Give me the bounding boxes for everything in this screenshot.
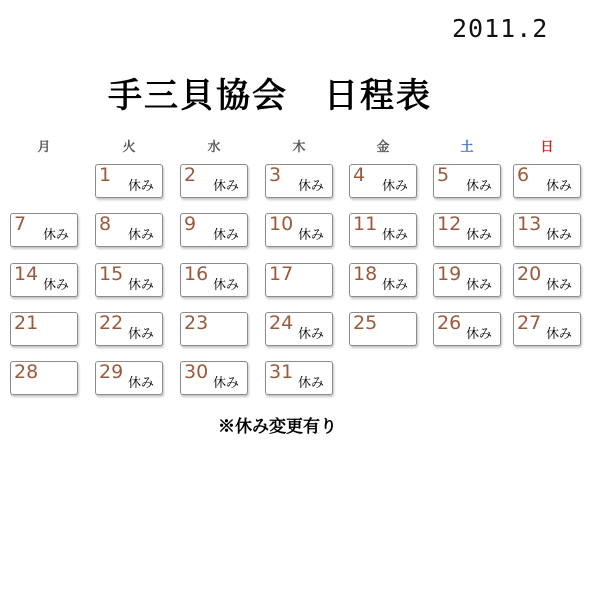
day-cell <box>10 312 78 346</box>
day-number: 3 <box>269 164 282 186</box>
day-status: 休み <box>465 228 492 243</box>
day-status: 休み <box>212 228 239 243</box>
day-status: 休み <box>545 179 572 194</box>
day-number: 21 <box>14 312 39 334</box>
day-status: 休み <box>212 278 239 293</box>
day-cell <box>349 164 417 198</box>
day-number: 25 <box>353 312 378 334</box>
day-status: 休み <box>465 327 492 342</box>
day-cell <box>95 213 163 247</box>
day-number: 9 <box>184 213 197 235</box>
day-cell <box>95 263 163 297</box>
day-status: 休み <box>127 278 154 293</box>
weekday-label: 土 <box>460 140 474 155</box>
day-cell <box>349 312 417 346</box>
calendar-period: 2011.2 <box>452 14 549 43</box>
day-number: 15 <box>99 263 124 285</box>
day-cell <box>95 361 163 395</box>
day-cell <box>10 263 78 297</box>
weekday-label: 水 <box>207 140 221 155</box>
day-cell <box>180 164 248 198</box>
day-cell <box>349 213 417 247</box>
day-number: 26 <box>437 312 462 334</box>
day-status: 休み <box>127 376 154 391</box>
day-cell <box>349 263 417 297</box>
day-status: 休み <box>545 228 572 243</box>
weekday-label: 日 <box>540 140 554 155</box>
day-number: 5 <box>437 164 450 186</box>
day-status: 休み <box>545 278 572 293</box>
day-cell <box>433 213 501 247</box>
day-number: 7 <box>14 213 27 235</box>
day-number: 11 <box>353 213 378 235</box>
weekday-label: 火 <box>122 140 136 155</box>
day-status: 休み <box>297 228 324 243</box>
day-number: 2 <box>184 164 197 186</box>
day-status: 休み <box>212 179 239 194</box>
day-number: 17 <box>269 263 294 285</box>
day-cell <box>265 213 333 247</box>
day-cell <box>433 263 501 297</box>
day-cell <box>95 164 163 198</box>
day-cell <box>265 164 333 198</box>
day-number: 4 <box>353 164 366 186</box>
day-status: 休み <box>212 376 239 391</box>
day-number: 19 <box>437 263 462 285</box>
day-number: 16 <box>184 263 209 285</box>
day-status: 休み <box>297 327 324 342</box>
day-cell <box>433 312 501 346</box>
day-cell <box>180 361 248 395</box>
day-number: 12 <box>437 213 462 235</box>
day-status: 休み <box>297 179 324 194</box>
day-number: 6 <box>517 164 530 186</box>
day-cell <box>513 213 581 247</box>
day-number: 13 <box>517 213 542 235</box>
day-number: 20 <box>517 263 542 285</box>
day-cell <box>95 312 163 346</box>
day-status: 休み <box>42 228 69 243</box>
weekday-label: 金 <box>376 140 390 155</box>
day-status: 休み <box>127 228 154 243</box>
day-status: 休み <box>127 179 154 194</box>
day-number: 22 <box>99 312 124 334</box>
day-cell <box>265 312 333 346</box>
weekday-label: 木 <box>292 140 306 155</box>
day-status: 休み <box>42 278 69 293</box>
day-cell <box>513 164 581 198</box>
day-cell <box>513 312 581 346</box>
day-number: 31 <box>269 361 294 383</box>
day-number: 18 <box>353 263 378 285</box>
day-number: 29 <box>99 361 124 383</box>
day-cell <box>10 213 78 247</box>
day-number: 14 <box>14 263 39 285</box>
day-cell <box>180 263 248 297</box>
page-title: 手三貝協会 日程表 <box>108 76 432 116</box>
day-status: 休み <box>465 179 492 194</box>
day-status: 休み <box>297 376 324 391</box>
day-cell <box>513 263 581 297</box>
day-cell <box>180 213 248 247</box>
day-cell <box>433 164 501 198</box>
day-number: 1 <box>99 164 112 186</box>
day-cell <box>180 312 248 346</box>
day-status: 休み <box>465 278 492 293</box>
day-cell <box>265 263 333 297</box>
day-status: 休み <box>381 278 408 293</box>
day-number: 23 <box>184 312 209 334</box>
day-cell <box>10 361 78 395</box>
weekday-label: 月 <box>37 140 51 155</box>
day-status: 休み <box>545 327 572 342</box>
day-number: 27 <box>517 312 542 334</box>
day-status: 休み <box>381 228 408 243</box>
day-number: 10 <box>269 213 294 235</box>
schedule-note: ※休み変更有り <box>218 417 337 437</box>
day-status: 休み <box>381 179 408 194</box>
day-number: 8 <box>99 213 112 235</box>
day-number: 24 <box>269 312 294 334</box>
day-number: 30 <box>184 361 209 383</box>
day-status: 休み <box>127 327 154 342</box>
day-cell <box>265 361 333 395</box>
day-number: 28 <box>14 361 39 383</box>
